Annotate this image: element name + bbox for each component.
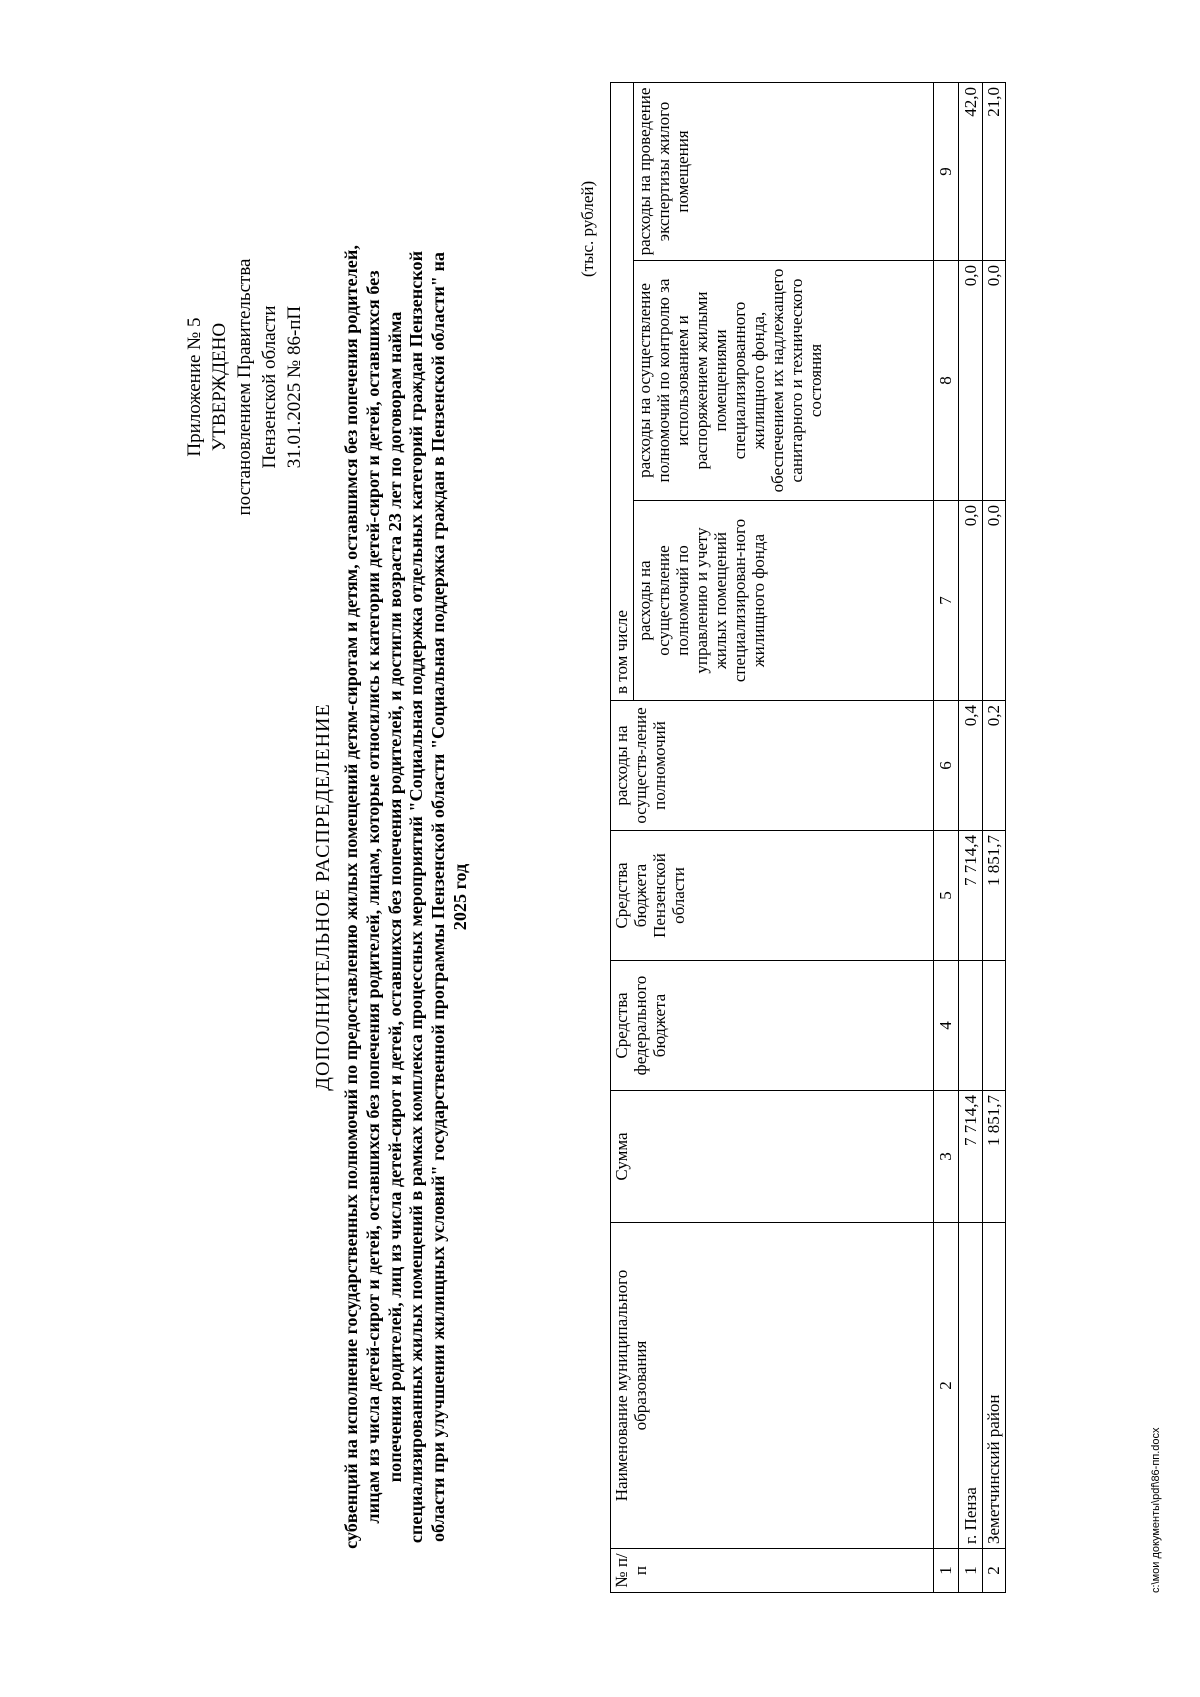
row-c8: 0,0 — [982, 261, 1006, 501]
document-heading — [310, 237, 472, 1557]
approval-line: УТВЕРЖДЕНО — [209, 322, 230, 452]
header-c9: расходы на проведение экспертизы жилого помещения — [634, 82, 933, 260]
header-c6: расходы на осуществ-ление полномочий — [611, 701, 934, 831]
header-federal: Средства федерального бюджета — [611, 961, 934, 1091]
header-num: № п/п — [611, 1549, 934, 1593]
distribution-table — [610, 82, 1006, 1593]
header-c8: расходы на осуществление полномочий по контролю за использованием и распоряжением жилыми помещениями специализированного жилищного фонда, обеспечением их надлежащего санитарного и технического состояния — [634, 261, 933, 501]
approval-line: постановлением Правительства — [234, 258, 255, 516]
column-number: 8 — [933, 261, 959, 501]
row-federal — [959, 961, 982, 1091]
row-c9: 42,0 — [959, 82, 982, 260]
column-number-row — [933, 82, 959, 1592]
header-c7: расходы на осуществление полномочий по управлению и учету жилых помещений специализирован-ного жилищного фонда — [634, 501, 933, 701]
file-path-footer: c:\мои документы\pdf\86-пп.docx — [1150, 1427, 1162, 1593]
row-name: Земетчинский район — [982, 1223, 1006, 1549]
column-number: 3 — [933, 1091, 959, 1223]
row-regional: 1 851,7 — [982, 831, 1006, 961]
approval-block — [182, 177, 307, 597]
approval-line: Пензенской области — [259, 305, 280, 469]
row-name: г. Пенза — [959, 1223, 982, 1549]
column-number: 1 — [933, 1549, 959, 1593]
document-title: ДОПОЛНИТЕЛЬНОЕ РАСПРЕДЕЛЕНИЕ — [312, 703, 334, 1091]
header-name: Наименование муниципального образования — [611, 1223, 934, 1549]
header-including: в том числе — [611, 82, 634, 700]
column-number: 6 — [933, 701, 959, 831]
column-number: 5 — [933, 831, 959, 961]
row-sum: 7 714,4 — [959, 1091, 982, 1223]
row-c7: 0,0 — [982, 501, 1006, 701]
row-federal — [982, 961, 1006, 1091]
row-num: 2 — [982, 1549, 1006, 1593]
column-number: 7 — [933, 501, 959, 701]
row-c6: 0,4 — [959, 701, 982, 831]
table-row — [982, 82, 1006, 1592]
row-c8: 0,0 — [959, 261, 982, 501]
approval-line: Приложение № 5 — [184, 317, 205, 457]
table-header-row — [611, 82, 634, 1592]
column-number: 4 — [933, 961, 959, 1091]
column-number: 9 — [933, 82, 959, 260]
row-c7: 0,0 — [959, 501, 982, 701]
row-c6: 0,2 — [982, 701, 1006, 831]
column-number: 2 — [933, 1223, 959, 1549]
row-sum: 1 851,7 — [982, 1091, 1006, 1223]
approval-line: 31.01.2025 № 86-пП — [284, 305, 305, 469]
row-num: 1 — [959, 1549, 982, 1593]
table-row — [959, 82, 982, 1592]
row-c9: 21,0 — [982, 82, 1006, 260]
header-regional: Средства бюджета Пензенской области — [611, 831, 934, 961]
document-subtitle: субвенций на исполнение государственных полномочий по предоставлению жилых помещений детям-сиротам и детям, оставшимся без попечения родителей, лицам из числа детей-сирот и детей, оставшихся без попечения родителей, лицам, которые относились к категории детей-сирот и детей, оставшихся без попечения родителей, лиц из числа детей-сирот и детей, оставшихся без попечения родителей, и достигли возраста 23 лет по договорам найма специализированных жилых помещений в рамках комплекса процессных мероприятий "Социальная поддержка отдельных категорий граждан Пензенской области при улучшении жилищных условий" государственной программы Пензенской области "Социальная поддержка граждан в Пензенской области" на 2025 год — [341, 245, 470, 1549]
unit-label: (тыс. рублей) — [578, 180, 597, 277]
header-sum: Сумма — [611, 1091, 934, 1223]
row-regional: 7 714,4 — [959, 831, 982, 961]
